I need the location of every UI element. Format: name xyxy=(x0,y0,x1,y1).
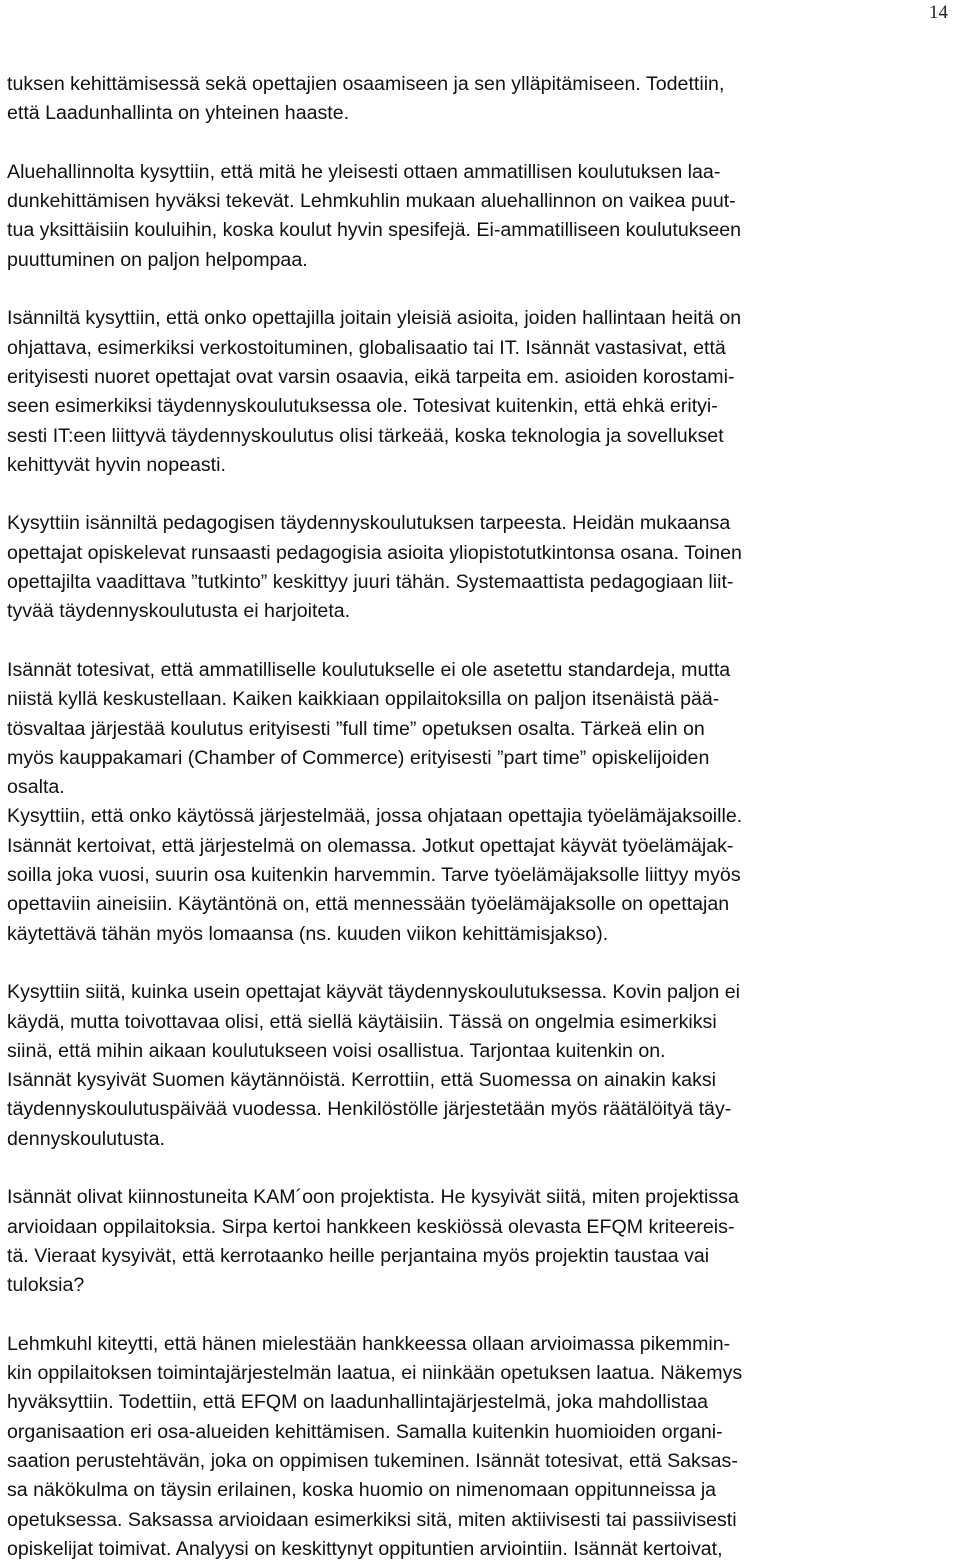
paragraph xyxy=(7,656,955,802)
text-line: soilla joka vuosi, suurin osa kuitenkin harvemmin. Tarve työelämäjaksolle liittyy myös xyxy=(7,864,741,887)
paragraph xyxy=(7,978,955,1066)
text-line: Kysyttiin isänniltä pedagogisen täydennyskoulutuksen tarpeesta. Heidän mukaansa xyxy=(7,512,731,535)
text-line: niistä kyllä keskustellaan. Kaiken kaikkiaan oppilaitoksilla on paljon itsenäistä pää- xyxy=(7,688,720,711)
paragraph xyxy=(7,1183,955,1300)
text-line: tä. Vieraat kysyivät, että kerrotaanko heille perjantaina myös projektin taustaa vai xyxy=(7,1244,710,1267)
text-line: sesti IT:een liittyvä täydennyskoulutus olisi tärkeää, koska teknologia ja sovellukset xyxy=(7,424,724,447)
text-line: opettajat opiskelevat runsaasti pedagogisia asioita yliopistotutkintonsa osana. Toinen xyxy=(7,541,742,564)
text-line: opetuksessa. Saksassa arvioidaan esimerkiksi sitä, miten aktiivisesti tai passiivisesti xyxy=(7,1508,737,1531)
text-line: Isännät kertoivat, että järjestelmä on olemassa. Jotkut opettajat käyvät työelämäjak- xyxy=(7,834,734,857)
text-line: osalta. xyxy=(7,776,65,799)
text-line: tuksen kehittämisessä sekä opettajien osaamiseen ja sen ylläpitämiseen. Todettiin, xyxy=(7,73,725,95)
text-line: erityisesti nuoret opettajat ovat varsin osaavia, eikä tarpeita em. asioiden korostami- xyxy=(7,365,735,388)
text-line: puuttuminen on paljon helpompaa. xyxy=(7,248,308,271)
text-line: hyväksyttiin. Todettiin, että EFQM on laadunhallintajärjestelmä, joka mahdollistaa xyxy=(7,1391,709,1414)
text-line: tua yksittäisiin kouluihin, koska koulut hyvin spesifejä. Ei-ammatilliseen koulutukseen xyxy=(7,219,742,242)
page-number: 14 xyxy=(929,2,948,23)
text-line: ohjattava, esimerkiksi verkostoituminen, globalisaatio tai IT. Isännät vastasivat, että xyxy=(7,336,726,359)
text-line: siinä, että mihin aikaan koulutukseen voisi osallistua. Tarjontaa kuitenkin on. xyxy=(7,1039,666,1062)
text-line: saation perustehtävän, joka on oppimisen tukeminen. Isännät totesivat, että Saksas- xyxy=(7,1449,738,1472)
paragraph xyxy=(7,304,955,480)
text-line: organisaation eri osa-alueiden kehittämisen. Samalla kuitenkin huomioiden organi- xyxy=(7,1420,723,1443)
text-line: opettajilta vaadittava ”tutkinto” keskittyy juuri tähän. Systemaattista pedagogiaan liit- xyxy=(7,571,734,594)
text-line: täydennyskoulutuspäivää vuodessa. Henkilöstölle järjestetään myös räätälöityä täy- xyxy=(7,1098,732,1121)
text-line: Isännät kysyivät Suomen käytännöistä. Kerrottiin, että Suomessa on ainakin kaksi xyxy=(7,1069,717,1092)
paragraph xyxy=(7,1066,955,1154)
text-line: kehittyvät hyvin nopeasti. xyxy=(7,453,226,476)
text-line: tuloksia? xyxy=(7,1274,85,1297)
document-body xyxy=(7,70,955,1564)
text-line: käytettävä tähän myös lomaansa (ns. kuuden viikon kehittämisjakso). xyxy=(7,922,609,945)
text-line: opettaviin aineisiin. Käytäntönä on, että mennessään työelämäjaksolle on opettajan xyxy=(7,893,730,916)
text-line: Aluehallinnolta kysyttiin, että mitä he yleisesti ottaen ammatillisen koulutuksen laa- xyxy=(7,160,721,183)
text-line: Kysyttiin siitä, kuinka usein opettajat käyvät täydennyskoulutuksessa. Kovin paljon ei xyxy=(7,981,740,1004)
text-line: Isännät totesivat, että ammatilliselle koulutukselle ei ole asetettu standardeja, mutta xyxy=(7,658,731,681)
text-line: Kysyttiin, että onko käytössä järjestelmää, jossa ohjataan opettajia työelämäjaksoille. xyxy=(7,805,743,828)
text-line: seen esimerkiksi täydennyskoulutuksessa ole. Totesivat kuitenkin, että ehkä erityi- xyxy=(7,395,718,418)
text-line: arvioidaan oppilaitoksia. Sirpa kertoi hankkeen keskiössä olevasta EFQM kriteereis- xyxy=(7,1215,735,1238)
text-line: kin oppilaitoksen toimintajärjestelmän laatua, ei niinkään opetuksen laatua. Näkemys xyxy=(7,1362,743,1385)
text-line: sa näkökulma on täysin erilainen, koska huomio on nimenomaan oppitunneissa ja xyxy=(7,1479,717,1502)
paragraph xyxy=(7,509,955,626)
text-line: Isänniltä kysyttiin, että onko opettajilla joitain yleisiä asioita, joiden hallintaan heitä on xyxy=(7,307,742,330)
paragraph xyxy=(7,1330,955,1564)
text-line: että Laadunhallinta on yhteinen haaste. xyxy=(7,102,350,125)
text-line: käydä, mutta toivottavaa olisi, että siellä käytäisiin. Tässä on ongelmia esimerkiksi xyxy=(7,1010,717,1033)
text-line: Lehmkuhl kiteytti, että hänen mielestään hankkeessa ollaan arvioimassa pikemmin- xyxy=(7,1332,731,1355)
paragraph xyxy=(7,70,955,129)
text-line: myös kauppakamari (Chamber of Commerce) erityisesti ”part time” opiskelijoiden xyxy=(7,746,710,769)
text-line: tyvää täydennyskoulutusta ei harjoiteta. xyxy=(7,600,351,623)
paragraph xyxy=(7,158,955,275)
text-line: Isännät olivat kiinnostuneita KAM´oon projektista. He kysyivät siitä, miten projektissa xyxy=(7,1186,739,1209)
text-line: opiskelijat toimivat. Analyysi on keskittynyt oppituntien arviointiin. Isännät kertoivat, xyxy=(7,1537,723,1560)
text-line: dunkehittämisen hyväksi tekevät. Lehmkuhlin mukaan aluehallinnon on vaikea puut- xyxy=(7,190,736,213)
text-line: tösvaltaa järjestää koulutus erityisesti ”full time” opetuksen osalta. Tärkeä elin on xyxy=(7,717,705,740)
paragraph xyxy=(7,802,955,948)
text-line: dennyskoulutusta. xyxy=(7,1127,165,1150)
